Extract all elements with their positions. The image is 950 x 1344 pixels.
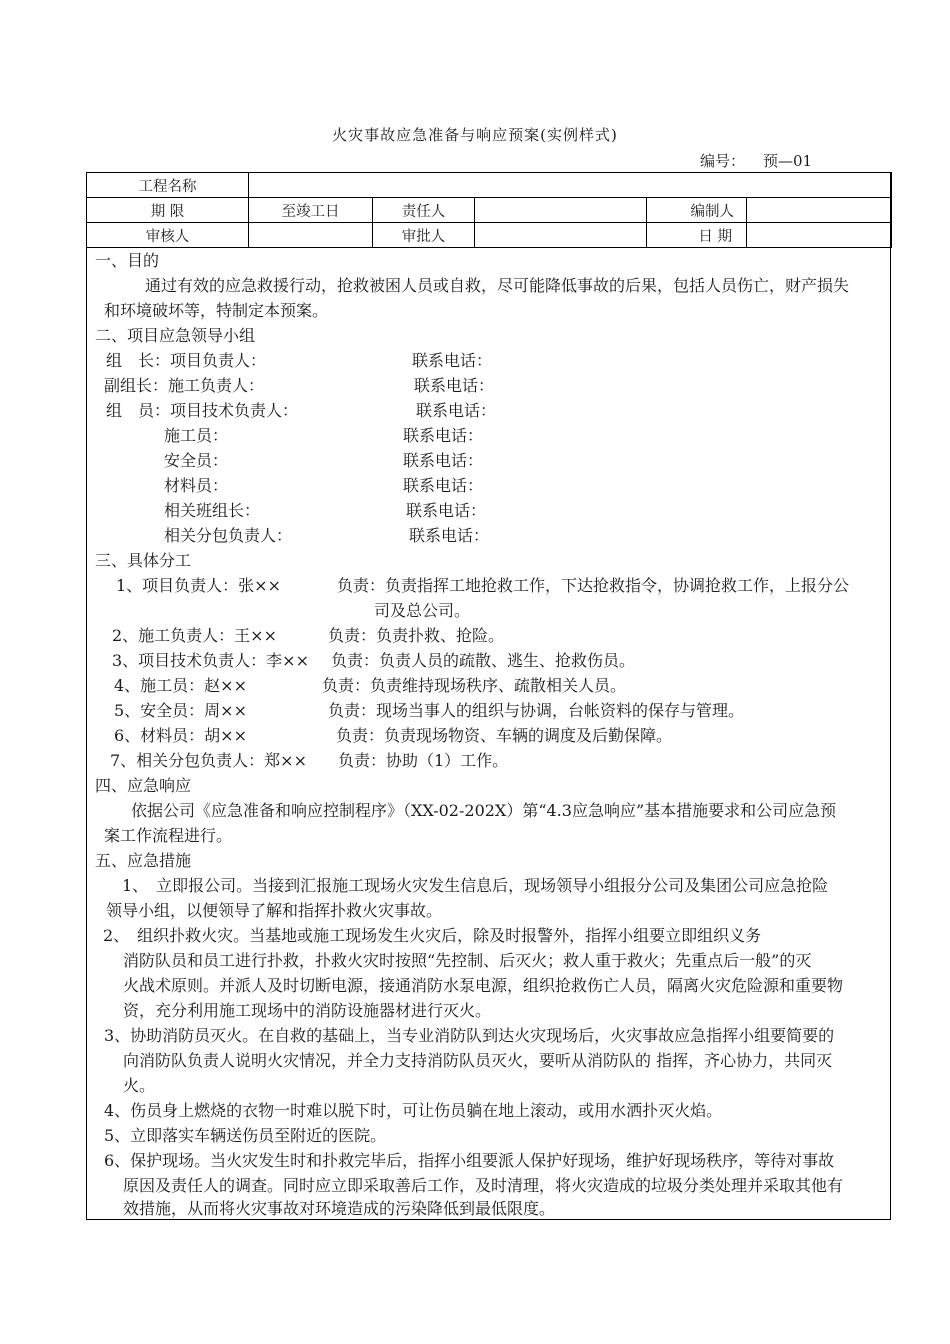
paragraph-line: 依据公司《应急准备和响应控制程序》（XX-02-202X）第“4.3应急响应”基本措施要求和公司应急预 (131, 801, 837, 820)
duty-person: 4、施工员：赵×× (114, 676, 247, 695)
duty-person: 6、材料员：胡×× (114, 726, 247, 745)
table-row-review (87, 223, 892, 248)
document-number-value: 预—01 (763, 152, 813, 170)
table-row-period (87, 198, 892, 223)
document-title: 火灾事故应急准备与响应预案(实例样式) (332, 126, 618, 144)
duty-description: 负责：协助（1）工作。 (338, 751, 509, 770)
duty-person: 1、项目负责人：张×× (116, 576, 281, 595)
date-label: 日 期 (647, 223, 747, 248)
duty-description: 负责：负责现场物资、车辆的调度及后勤保障。 (336, 726, 673, 745)
duty-description: 负责：负责人员的疏散、逃生、抢救伤员。 (331, 651, 636, 670)
document-number (700, 150, 812, 171)
member-role: 组 员：项目技术负责人： (106, 401, 299, 420)
duty-person: 5、安全员：周×× (114, 701, 247, 720)
measure-line: 3、协助消防员灭火。在自救的基础上，当专业消防队到达火灾现场后，火灾事故应急指挥小组要简要的 (104, 1026, 835, 1045)
member-phone: 联系电话： (412, 351, 493, 370)
date-value (747, 223, 892, 248)
period-value: 至竣工日 (249, 198, 373, 223)
member-role: 组 长：项目负责人： (106, 351, 267, 370)
member-phone: 联系电话： (403, 476, 484, 495)
measure-line: 原因及责任人的调查。同时应立即采取善后工作，及时清理，将火灾造成的垃圾分类处理并采取其他有 (123, 1176, 844, 1195)
section-heading: 五、应急措施 (95, 851, 192, 870)
section-heading: 二、项目应急领导小组 (95, 326, 256, 345)
paragraph-line: 案工作流程进行。 (104, 826, 233, 845)
project-name-label: 工程名称 (87, 173, 249, 198)
duty-person: 7、相关分包负责人：郑×× (110, 751, 307, 770)
measure-line: 效措施，从而将火灾事故对环境造成的污染降低到最低限度。 (123, 1199, 556, 1218)
reviewer-label: 审核人 (87, 223, 249, 248)
measure-line: 2、 组织扑救火灾。当基地或施工现场发生火灾后，除及时报警外，指挥小组要立即组织义务 (103, 926, 762, 945)
project-name-value (249, 173, 892, 198)
duty-person: 3、项目技术负责人：李×× (112, 651, 309, 670)
duty-description: 司及总公司。 (374, 601, 471, 620)
approver-value (475, 223, 647, 248)
section-heading: 三、具体分工 (95, 551, 192, 570)
member-role: 副组长：施工负责人： (104, 376, 265, 395)
duty-description: 负责：负责维持现场秩序、疏散相关人员。 (322, 676, 627, 695)
paragraph-line: 通过有效的应急救援行动，抢救被困人员或自救，尽可能降低事故的后果，包括人员伤亡，财产损失 (145, 276, 850, 295)
section-heading: 四、应急响应 (95, 776, 192, 795)
table-row-project (87, 173, 892, 198)
measure-line: 5、立即落实车辆送伤员至附近的医院。 (104, 1126, 387, 1145)
member-role: 相关分包负责人： (164, 526, 293, 545)
paragraph-line: 和环境破坏等，特制定本预案。 (104, 301, 329, 320)
measure-line: 火。 (123, 1076, 156, 1095)
measure-line: 6、保护现场。当火灾发生时和扑救完毕后，指挥小组要派人保护好现场，维护好现场秩序，等待对事故 (104, 1151, 835, 1170)
member-phone: 联系电话： (403, 451, 484, 470)
member-role: 施工员： (164, 426, 229, 445)
measure-line: 资，充分利用施工现场中的消防设施器材进行灭火。 (123, 1001, 492, 1020)
responsible-value (475, 198, 647, 223)
editor-value (747, 198, 892, 223)
header-table (86, 172, 892, 248)
reviewer-value (249, 223, 373, 248)
editor-label: 编制人 (647, 198, 747, 223)
duty-description: 负责：现场当事人的组织与协调，台帐资料的保存与管理。 (328, 701, 745, 720)
measure-line: 消防队员和员工进行扑救，扑救火灾时按照“先控制、后灭火；救人重于救火；先重点后一般”的灭 (123, 951, 812, 970)
period-label: 期 限 (87, 198, 249, 223)
approver-label: 审批人 (373, 223, 475, 248)
member-phone: 联系电话： (409, 526, 490, 545)
duty-person: 2、施工负责人：王×× (112, 626, 277, 645)
measure-line: 向消防队负责人说明火灾情况，并全力支持消防队员灭火，要听从消防队的 指挥，齐心协力，共同灭 (123, 1051, 833, 1070)
duty-description: 负责：负责扑救、抢险。 (328, 626, 505, 645)
measure-line: 领导小组，以便领导了解和指挥扑救火灾事故。 (106, 901, 443, 920)
member-role: 安全员： (164, 451, 229, 470)
member-role: 材料员： (164, 476, 229, 495)
member-phone: 联系电话： (406, 501, 487, 520)
measure-line: 4、伤员身上燃烧的衣物一时难以脱下时，可让伤员躺在地上滚动，或用水洒扑灭火焰。 (104, 1101, 723, 1120)
duty-description: 负责：负责指挥工地抢救工作，下达抢救指令，协调抢救工作，上报分公 (337, 576, 850, 595)
measure-line: 1、 立即报公司。当接到汇报施工现场火灾发生信息后，现场领导小组报分公司及集团公司应急抢险 (122, 876, 829, 895)
responsible-label: 责任人 (373, 198, 475, 223)
measure-line: 火战术原则。并派人及时切断电源，接通消防水泵电源，组织抢救伤亡人员，隔离火灾危险源和重要物 (123, 976, 844, 995)
member-phone: 联系电话： (416, 401, 497, 420)
section-heading: 一、目的 (95, 251, 160, 270)
member-phone: 联系电话： (403, 426, 484, 445)
member-phone: 联系电话： (414, 376, 495, 395)
document-number-label: 编号： (700, 152, 746, 170)
member-role: 相关班组长： (164, 501, 261, 520)
